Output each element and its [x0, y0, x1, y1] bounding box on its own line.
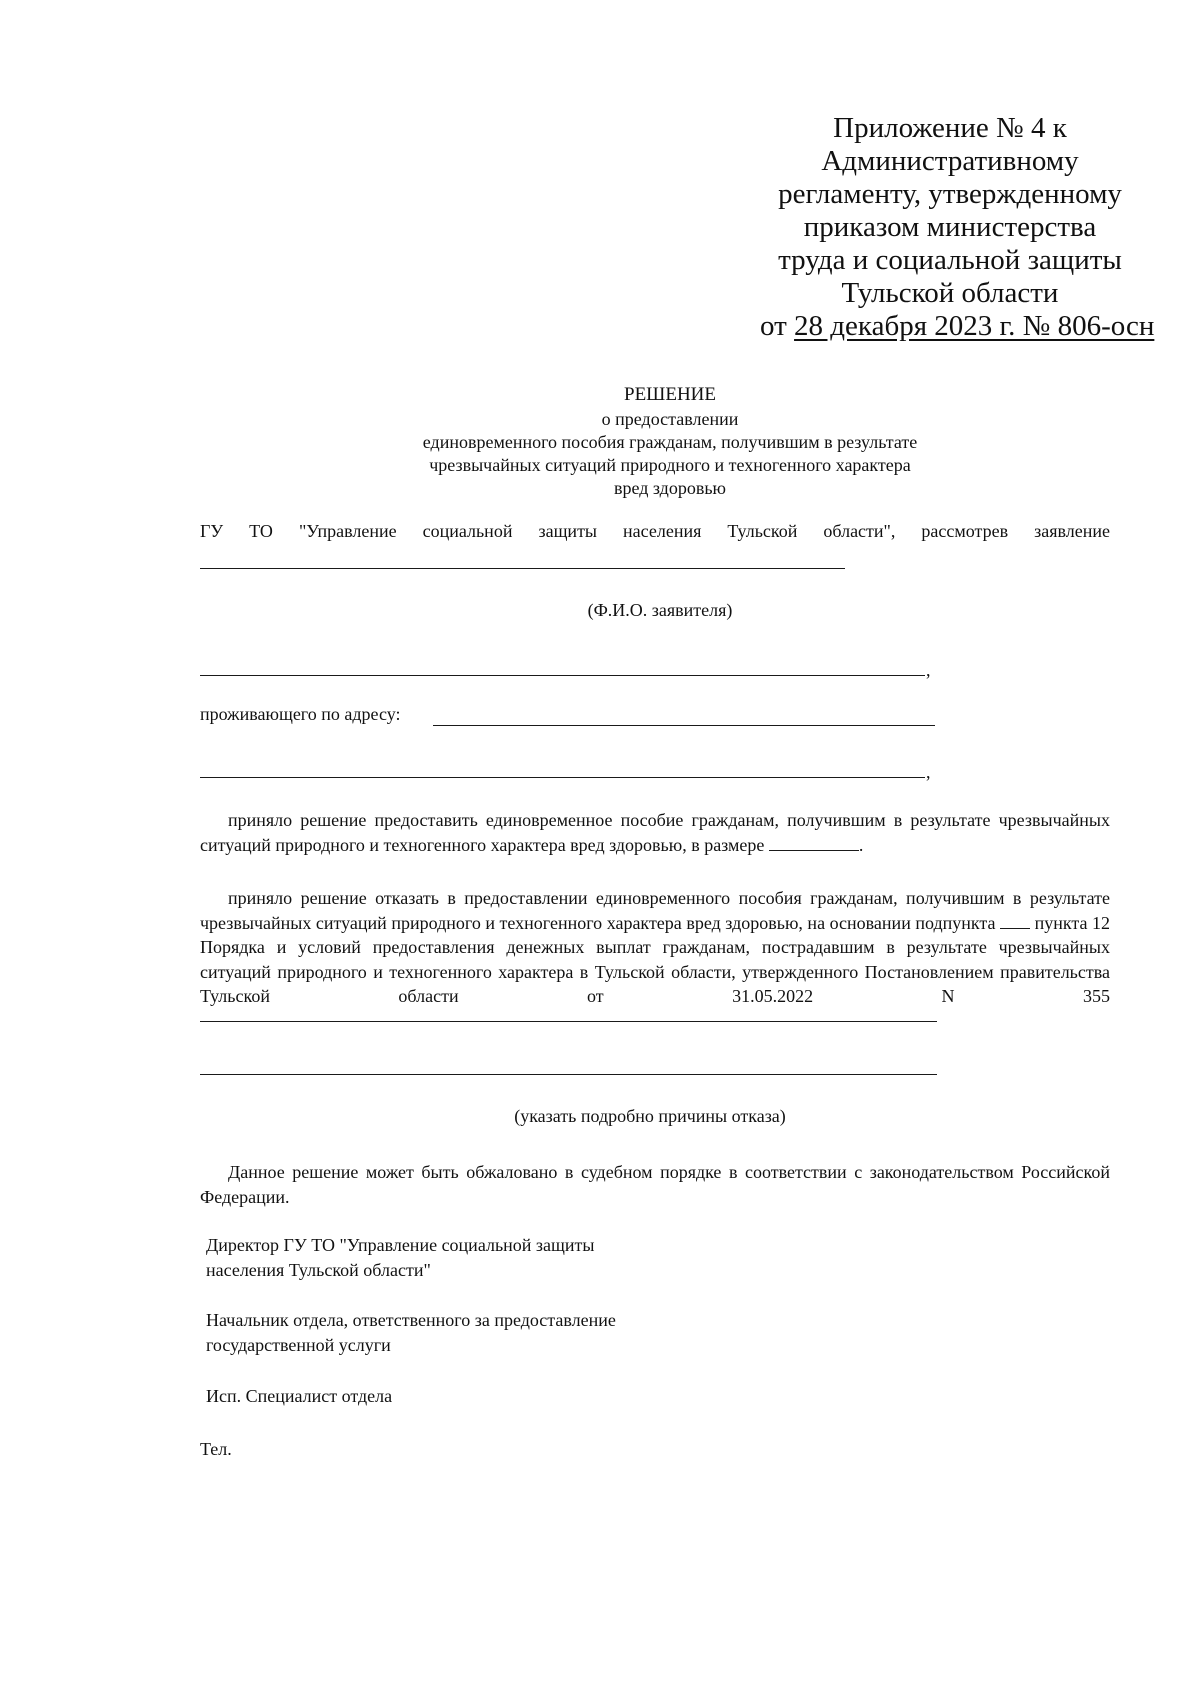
phone-label: Тел.: [200, 1439, 232, 1459]
head-signature: [206, 1308, 616, 1358]
applicant-line-1[interactable]: [200, 568, 845, 569]
title-line: чрезвычайных ситуаций природного и техногенного характера: [429, 455, 911, 475]
director-signature: [206, 1233, 594, 1283]
executor: [206, 1384, 392, 1409]
header-line: приказом министерства: [803, 211, 1097, 243]
document-title: [380, 382, 960, 500]
refuse-text-1: приняло решение отказать в предоставлении единовременного пособия гражданам, получившим в результате чрезвычайных ситуаций природного и техногенного характера вред здоровью, на основании подпункта: [200, 888, 1110, 933]
approve-paragraph: [200, 808, 1110, 857]
appeal-paragraph: Данное решение может быть обжаловано в судебном порядке в соответствии с законодательством Российской Федерации.: [200, 1162, 1110, 1207]
address-label: проживающего по адресу:: [200, 704, 401, 724]
director-line: Директор ГУ ТО "Управление социальной защиты: [206, 1235, 595, 1255]
head-line: Начальник отдела, ответственного за предоставление: [206, 1310, 616, 1330]
title-line: о предоставлении: [601, 409, 739, 429]
subparagraph-field[interactable]: [1000, 912, 1030, 929]
header-date-value: 28 декабря 2023 г. № 806-осн: [794, 310, 1155, 342]
approval-header: [760, 112, 1155, 343]
title-main: РЕШЕНИЕ: [624, 384, 716, 405]
header-line: Административному: [821, 145, 1079, 177]
address-comma: ,: [926, 762, 931, 782]
refusal-reason-line-1[interactable]: [200, 1021, 937, 1022]
title-line: вред здоровью: [613, 478, 726, 498]
header-line: Приложение № 4 к: [833, 112, 1067, 144]
head-line: государственной услуги: [206, 1335, 391, 1355]
approve-text: приняло решение предоставить единовременное пособие гражданам, получившим в результате чрезвычайных ситуаций природного и техногенного характера вред здоровью, в размере: [200, 810, 1110, 855]
address-line-1[interactable]: [433, 725, 935, 726]
header-line: труда и социальной защиты: [778, 244, 1122, 276]
amount-field[interactable]: [769, 834, 859, 851]
director-line: населения Тульской области": [206, 1260, 431, 1280]
applicant-line-2[interactable]: [200, 675, 925, 676]
intro-text: ГУ ТО "Управление социальной защиты населения Тульской области", рассмотрев заявление: [200, 521, 1110, 541]
title-line: единовременного пособия гражданам, получившим в результате: [422, 432, 918, 452]
phone: [200, 1437, 232, 1462]
header-date: [760, 310, 1155, 343]
applicant-caption: (Ф.И.О. заявителя): [587, 600, 733, 620]
approve-end: .: [858, 834, 864, 855]
header-date-prefix: от: [760, 310, 787, 342]
refusal-reason-line-2[interactable]: [200, 1074, 937, 1075]
executor-label: Исп. Специалист отдела: [206, 1386, 393, 1406]
applicant-comma: ,: [926, 660, 931, 680]
refuse-paragraph: [200, 886, 1110, 1009]
header-line: Тульской области: [841, 277, 1059, 309]
address-line-2[interactable]: [200, 777, 925, 778]
refusal-caption: (указать подробно причины отказа): [514, 1106, 786, 1126]
header-line: регламенту, утвержденному: [778, 178, 1122, 210]
refuse-text-2: пункта 12 Порядка и условий предоставления денежных выплат гражданам, пострадавшим в результате чрезвычайных ситуаций природного и техногенного характера в Тульской области, утвержденного Постановлением правительства Тульской области от 31.05.2022 N 355: [200, 912, 1110, 1006]
